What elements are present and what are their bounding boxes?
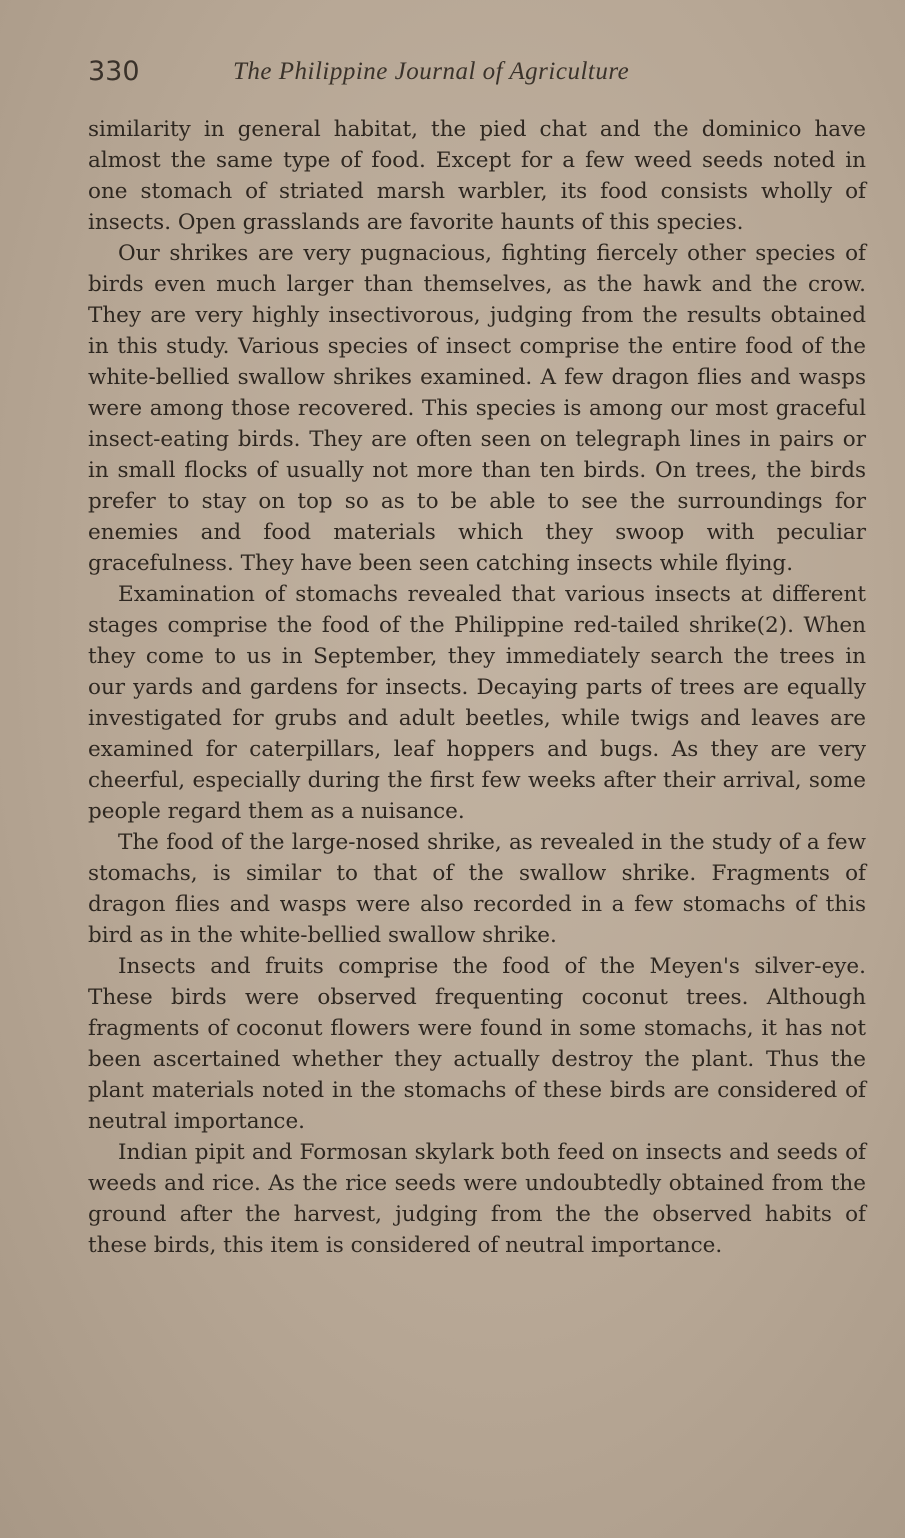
paragraph-red-tailed-shrike: Examination of stomachs revealed that various insects at different stages comprise the food of the Philippine red-tailed shrike(2). When they come to us in September, they immediately search the trees in our yards and gardens for insects. Decaying parts of trees are equally investigated for grubs and adult beetles, while twigs and leaves are examined for caterpillars, leaf hoppers and bugs. As they are very cheerful, especially during the first few weeks after their arrival, some people regard them as a nuisance. [88, 582, 866, 824]
running-title: The Philippine Journal of Agriculture [233, 58, 630, 85]
paragraph-large-nosed-shrike: The food of the large-nosed shrike, as revealed in the study of a few stomachs, is similar to that of the swallow shrike. Fragments of dragon flies and wasps were also recorded in a few stomachs of this bird as in the white-bellied swallow shrike. [88, 830, 866, 948]
paragraph-silver-eye: Insects and fruits comprise the food of the Meyen's silver-eye. These birds were observed frequenting coconut trees. Although fragments of coconut flowers were found in some stomachs, it has not been ascertained whether they actually destroy the plant. Thus the plant materials noted in the stomachs of these birds are considered of neutral importance. [88, 954, 866, 1134]
paragraph-pipit-skylark: Indian pipit and Formosan skylark both feed on insects and seeds of weeds and rice. As the rice seeds were undoubtedly obtained from the ground after the harvest, judging from the the observed habits of these birds, this item is considered of neutral importance. [88, 1140, 866, 1258]
page-number: 330 [88, 56, 140, 87]
paragraph-shrikes: Our shrikes are very pugnacious, fighting fiercely other species of birds even much larger than themselves, as the hawk and the crow. They are very highly insectivorous, judging from the results obtained in this study. Various species of insect comprise the entire food of the white-bellied swallow shrikes examined. A few dragon flies and wasps were among those recovered. This species is among our most graceful insect-eating birds. They are often seen on telegraph lines in pairs or in small flocks of usually not more than ten birds. On trees, the birds prefer to stay on top so as to be able to see the surroundings for enemies and food materials which they swoop with peculiar gracefulness. They have been seen catching insects while flying. [88, 241, 866, 576]
body-text [88, 114, 866, 1261]
paragraph-continued: similarity in general habitat, the pied chat and the dominico have almost the same type of food. Except for a few weed seeds noted in one stomach of striated marsh warbler, its food consists wholly of insects. Open grasslands are favorite haunts of this species. [88, 117, 866, 235]
page-header [88, 52, 878, 92]
